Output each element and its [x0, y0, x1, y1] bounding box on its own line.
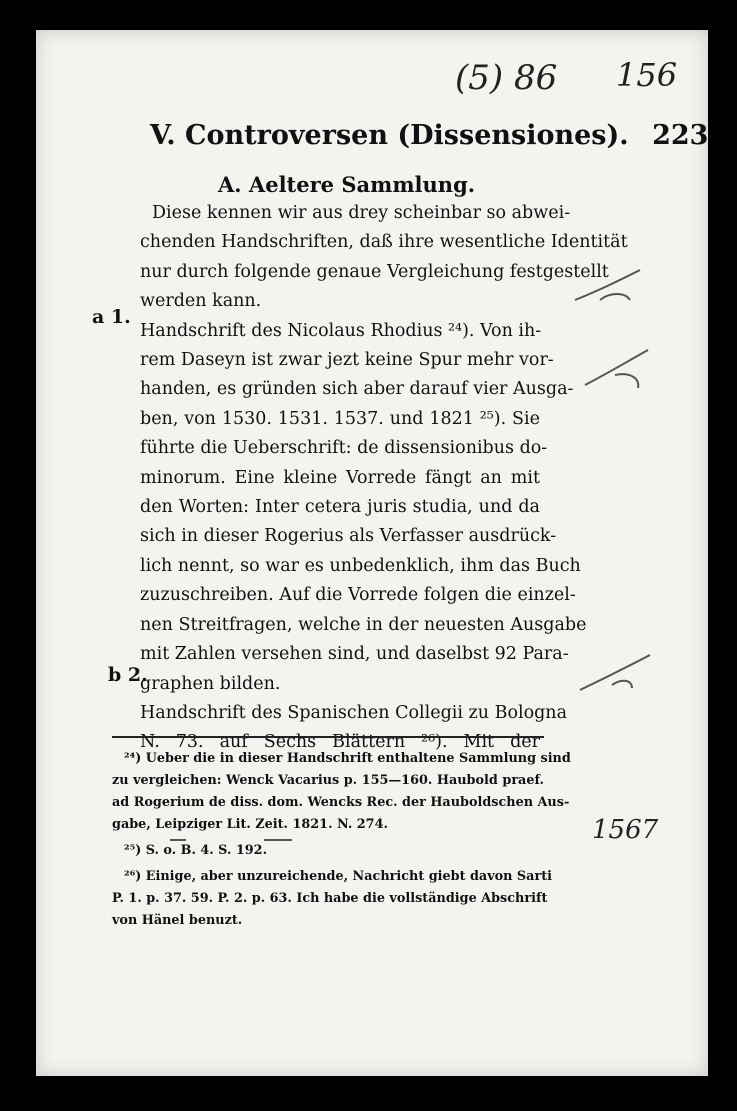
text-line: zuzuschreiben. Auf die Vorrede folgen die einzel-	[140, 585, 576, 606]
page-header	[150, 120, 708, 151]
footnote-line: ²⁴) Ueber die in dieser Handschrift enthaltene Sammlung sind	[124, 751, 571, 766]
footnote-line: von Hänel benuzt.	[112, 913, 243, 928]
text-line: den Worten: Inter cetera juris studia, und da	[140, 497, 540, 518]
section-heading: A. Aeltere Sammlung.	[218, 172, 476, 197]
footnote-line: P. 1. p. 37. 59. P. 2. p. 63. Ich habe die vollständige Abschrift	[112, 891, 548, 906]
footnote-divider	[112, 736, 544, 738]
footnote-24	[112, 748, 571, 836]
text-line: chenden Handschriften, daß ihre wesentliche Identität	[140, 232, 628, 253]
text-line: werden kann.	[140, 291, 262, 312]
text-line: rem Daseyn ist zwar jezt keine Spur mehr vor-	[140, 350, 554, 371]
text-line: nen Streitfragen, welche in der neuesten Ausgabe	[140, 614, 587, 635]
text-line: minorum. Eine kleine Vorrede fängt an mit	[140, 467, 540, 488]
footnotes	[112, 748, 571, 936]
text-line: nur durch folgende genaue Vergleichung festgestellt	[140, 261, 609, 282]
text-line: Handschrift des Nicolaus Rhodius ²⁴). Von ih-	[140, 320, 542, 341]
text-line: ben, von 1530. 1531. 1537. und 1821 ²⁵). Sie	[140, 408, 540, 429]
chapter-title: V. Controversen (Dissensiones).	[150, 120, 629, 151]
footnote-line: ²⁵) S. o. B. 4. S. 192.	[124, 843, 268, 858]
handwritten-page-number: 156	[616, 56, 678, 94]
text-line: Diese kennen wir aus drey scheinbar so abwei-	[152, 203, 571, 223]
text-line: handen, es gründen sich aber darauf vier Ausga-	[140, 379, 574, 400]
handwritten-shelf-note: (5) 86	[455, 58, 558, 98]
footnote-line: ad Rogerium de diss. dom. Wencks Rec. der Hauboldschen Aus-	[112, 795, 570, 810]
text-line: graphen bilden.	[140, 673, 281, 694]
handwritten-year-note: 1567	[592, 815, 659, 845]
footnote-26	[112, 866, 552, 932]
printed-page-number: 223	[652, 120, 709, 151]
text-line: Handschrift des Spanischen Collegii zu Bologna	[140, 702, 568, 723]
footnote-25	[112, 840, 544, 862]
footnote-line: ²⁶) Einige, aber unzureichende, Nachricht giebt davon Sarti	[124, 869, 552, 884]
text-line: mit Zahlen versehen sind, und daselbst 92 Para-	[140, 644, 569, 665]
margin-number-1: a 1.	[92, 306, 131, 328]
text-line: lich nennt, so war es unbedenklich, ihm das Buch	[140, 555, 581, 576]
text-line: sich in dieser Rogerius als Verfasser ausdrück-	[140, 526, 557, 547]
text-line: führte die Ueberschrift: de dissensionibus do-	[140, 438, 548, 459]
text-line: N. 73. auf Sechs Blättern ²⁶). Mit der	[140, 732, 540, 753]
intro-paragraph	[140, 199, 628, 317]
footnote-line: gabe, Leipziger Lit. Zeit. 1821. N. 274.	[112, 817, 388, 832]
footnote-line: zu vergleichen: Wenck Vacarius p. 155—160. Haubold praef.	[112, 773, 544, 788]
manuscript-paragraph-1	[140, 317, 587, 699]
margin-number-2: b 2.	[108, 664, 148, 686]
main-text	[140, 199, 628, 758]
